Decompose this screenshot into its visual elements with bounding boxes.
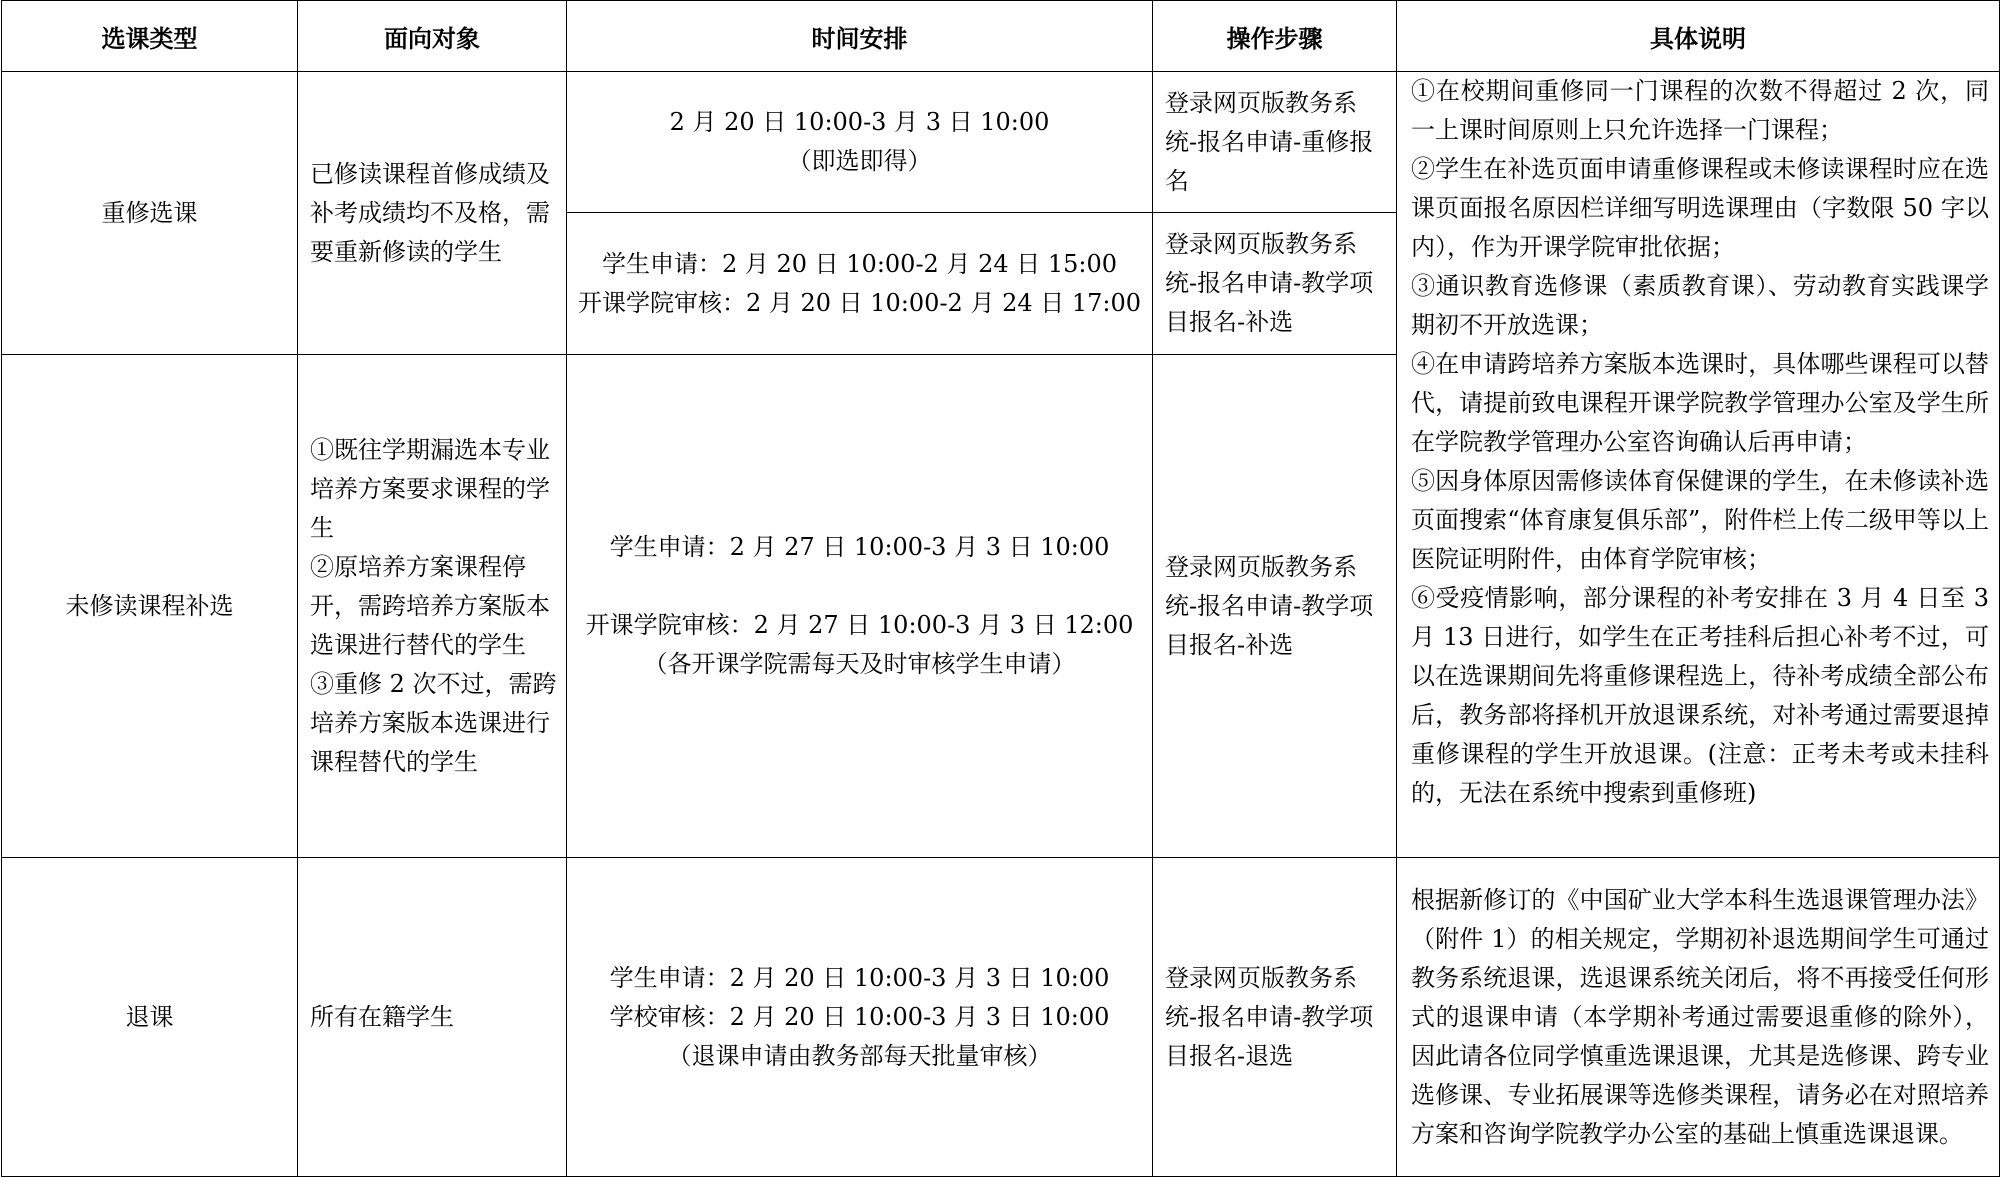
retake-time-a-line2: （即选即得） xyxy=(787,147,932,175)
makeup-time xyxy=(567,355,1153,858)
notes-cell xyxy=(1397,72,2000,858)
note-item: ④在申请跨培养方案版本选课时，具体哪些课程可以替代，请提前致电课程开课学院教学管理办公室及学生所在学院教学管理办公室咨询确认后再申请； xyxy=(1411,350,1989,456)
makeup-time-line2: 开课学院审核：2 月 27 日 10:00-3 月 3 日 12:00 xyxy=(585,611,1134,639)
retake-steps-b: 登录网页版教务系统-报名申请-教学项目报名-补选 xyxy=(1153,213,1397,355)
header-steps: 操作步骤 xyxy=(1153,1,1397,72)
note-item: ①在校期间重修同一门课程的次数不得超过 2 次，同一上课时间原则上只允许选择一门课程； xyxy=(1411,77,1989,144)
header-row xyxy=(2,1,2000,72)
header-target: 面向对象 xyxy=(298,1,567,72)
retake-time-b-line1: 学生申请：2 月 20 日 10:00-2 月 24 日 15:00 xyxy=(601,249,1118,278)
header-type: 选课类型 xyxy=(2,1,298,72)
makeup-target: ①既往学期漏选本专业培养方案要求课程的学生 ②原培养方案课程停开，需跨培养方案版本选课进行替代的学生 ③重修 2 次不过，需跨培养方案版本选课进行课程替代的学生 xyxy=(298,355,567,858)
retake-time-b-line2: 开课学院审核：2 月 20 日 10:00-2 月 24 日 17:00 xyxy=(577,288,1142,317)
header-notes: 具体说明 xyxy=(1397,1,2000,72)
makeup-time-line3: （各开课学院需每天及时审核学生申请） xyxy=(643,650,1076,678)
retake-target: 已修读课程首修成绩及补考成绩均不及格，需要重新修读的学生 xyxy=(298,72,567,355)
note-item: ⑥受疫情影响，部分课程的补考安排在 3 月 4 日至 3 月 13 日进行，如学生在正考挂科后担心补考不过，可以在选课期间先将重修课程选上，待补考成绩全部公布后，教务部将择机开放退课系统，对补考通过需要退掉重修课程的学生开放退课。(注意：正考未考或未挂科的，无法在系统中搜索到重修班) xyxy=(1411,584,1989,807)
table-row xyxy=(2,858,2000,1177)
makeup-type: 未修读课程补选 xyxy=(2,355,298,858)
drop-note: 根据新修订的《中国矿业大学本科生选退课管理办法》（附件 1）的相关规定，学期初补退选期间学生可通过教务系统退课，选退课系统关闭后，将不再接受任何形式的退课申请（本学期补考通过需要退重修的除外），因此请各位同学慎重选课退课，尤其是选修课、跨专业选修课、专业拓展课等选修类课程，请务必在对照培养方案和咨询学院教学办公室的基础上慎重选课退课。 xyxy=(1397,858,2000,1177)
note-item: ②学生在补选页面申请重修课程或未修读课程时应在选课页面报名原因栏详细写明选课理由（字数限 50 字以内），作为开课学院审批依据； xyxy=(1411,155,1989,261)
drop-time-line1: 学生申请：2 月 20 日 10:00-3 月 3 日 10:00 xyxy=(609,963,1110,992)
makeup-steps: 登录网页版教务系统-报名申请-教学项目报名-补选 xyxy=(1153,355,1397,858)
retake-time-a xyxy=(567,72,1153,213)
table-row xyxy=(2,72,2000,213)
header-time: 时间安排 xyxy=(567,1,1153,72)
retake-time-b xyxy=(567,213,1153,355)
retake-steps-a: 登录网页版教务系统-报名申请-重修报名 xyxy=(1153,72,1397,213)
drop-steps: 登录网页版教务系统-报名申请-教学项目报名-退选 xyxy=(1153,858,1397,1177)
drop-time-line3: （退课申请由教务部每天批量审核） xyxy=(667,1041,1052,1070)
note-item: ③通识教育选修课（素质教育课）、劳动教育实践课学期初不开放选课； xyxy=(1411,272,1989,339)
course-selection-table xyxy=(1,0,2000,1177)
makeup-time-line1: 学生申请：2 月 27 日 10:00-3 月 3 日 10:00 xyxy=(609,533,1110,561)
drop-target: 所有在籍学生 xyxy=(298,858,567,1177)
retake-time-a-line1: 2 月 20 日 10:00-3 月 3 日 10:00 xyxy=(669,108,1050,136)
retake-type: 重修选课 xyxy=(2,72,298,355)
drop-time-line2: 学校审核：2 月 20 日 10:00-3 月 3 日 10:00 xyxy=(609,1002,1110,1031)
drop-time xyxy=(567,858,1153,1177)
note-item: ⑤因身体原因需修读体育保健课的学生，在未修读补选页面搜索“体育康复俱乐部”，附件栏上传二级甲等以上医院证明附件，由体育学院审核； xyxy=(1411,467,1989,573)
drop-type: 退课 xyxy=(2,858,298,1177)
